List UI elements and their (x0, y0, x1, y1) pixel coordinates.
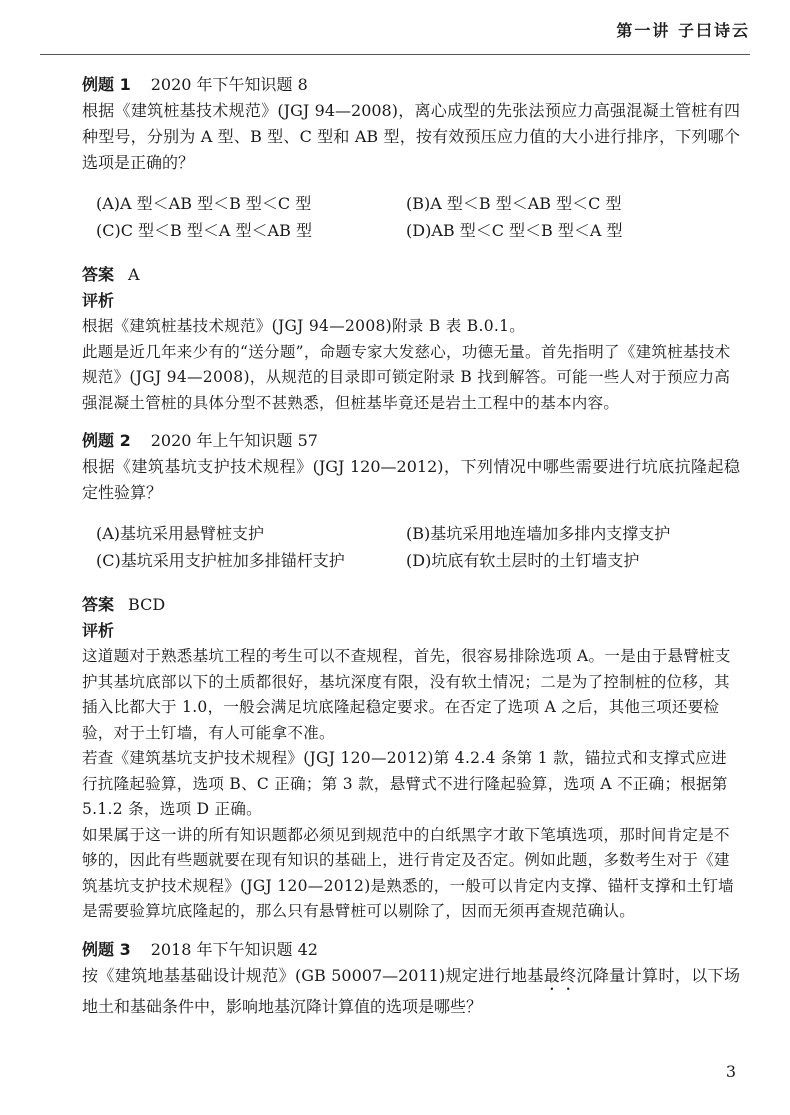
answer-value: BCD (128, 595, 166, 614)
page-number: 3 (725, 1062, 736, 1081)
example-3-question (82, 963, 740, 1020)
answer-value: A (128, 265, 140, 284)
answer-label: 答案 (82, 265, 115, 284)
header-rule (40, 54, 750, 55)
analysis-paragraph: 如果属于这一讲的所有知识题都必须见到规范中的白纸黑字才敢下笔填选项，那时间肯定是不够的，因此有些题就要在现有知识的基础上，进行肯定及否定。例如此题，多数考生对于《建筑基坑支护技术规程》(JGJ 120—2012)是熟悉的，一般可以肯定内支撑、锚杆支撑和土钉墙是需要验算坑底隆起的，那么只有悬臂桩可以剔除了，因而无须再查规范确认。 (82, 825, 734, 920)
example-source: 2020 年下午知识题 8 (150, 75, 308, 94)
option-d: (D)坑底有软土层时的土钉墙支护 (406, 551, 640, 570)
example-2-question: 根据《建筑基坑支护技术规程》(JGJ 120—2012)，下列情况中哪些需要进行坑底抗隆起稳定性验算？ (82, 457, 740, 502)
example-source: 2020 年上午知识题 57 (150, 431, 318, 450)
example-2-options (82, 520, 740, 574)
example-source: 2018 年下午知识题 42 (150, 939, 318, 959)
answer-label: 答案 (82, 595, 115, 614)
example-3-heading (82, 937, 740, 963)
option-d: (D)AB 型＜C 型＜B 型＜A 型 (406, 221, 623, 240)
example-1-options (82, 190, 740, 244)
option-b: (B)基坑采用地连墙加多排内支撑支护 (406, 524, 671, 543)
question-text: 沉降量计算时，以下场地土和基础条件中，影响地基沉降计算值的选项是哪些？ (82, 965, 740, 1016)
analysis-label: 评析 (82, 291, 115, 310)
running-header: 第一讲 子曰诗云 (616, 21, 750, 40)
option-c: (C)基坑采用支护桩加多排锚杆支护 (96, 551, 345, 570)
example-2-heading (82, 428, 740, 454)
example-1-question: 根据《建筑桩基技术规范》(JGJ 94—2008)，离心成型的先张法预应力高强混凝土管桩有四种型号，分别为 A 型、B 型、C 型和 AB 型，按有效预压应力值的大小进行排序，下列哪个选项是正确的？ (82, 101, 740, 172)
analysis-paragraph: 若查《建筑基坑支护技术规程》(JGJ 120—2012)第 4.2.4 条第 1 款，锚拉式和支撑式应进行抗隆起验算，选项 B、C 正确；第 3 款，悬臂式不进行隆起验算，选项 A 不正确；根据第 5.1.2 条，选项 D 正确。 (82, 749, 728, 818)
example-1-answer (82, 262, 740, 288)
analysis-label: 评析 (82, 621, 115, 640)
example-label: 例题 1 (82, 75, 131, 94)
option-a: (A)A 型＜AB 型＜B 型＜C 型 (96, 194, 312, 213)
analysis-paragraph: 此题是近几年来少有的“送分题”，命题专家大发慈心，功德无量。首先指明了《建筑桩基技术规范》(JGJ 94—2008)，从规范的目录即可锁定附录 B 找到解答。可能一些人对于预应力高强混凝土管桩的具体分型不甚熟悉，但桩基毕竟还是岩土工程中的基本内容。 (82, 342, 731, 412)
option-b: (B)A 型＜B 型＜AB 型＜C 型 (406, 194, 622, 213)
example-1-heading (82, 72, 740, 98)
page-content (82, 72, 740, 1020)
example-label: 例题 3 (82, 939, 131, 959)
analysis-paragraph: 根据《建筑桩基技术规范》(JGJ 94—2008)附录 B 表 B.0.1。 (82, 317, 526, 335)
option-c: (C)C 型＜B 型＜A 型＜AB 型 (96, 221, 312, 240)
analysis-paragraph: 这道题对于熟悉基坑工程的考生可以不查规程，首先，很容易排除选项 A。一是由于悬臂桩支护其基坑底部以下的土质都很好，基坑深度有限，没有软土情况；二是为了控制桩的位移，其插入比都大于 1.0，一般会满足坑底隆起稳定要求。在否定了选项 A 之后，其他三项还要检验，对于土钉墙，有人可能拿不准。 (82, 647, 731, 742)
emphasized-text: 最终 (543, 965, 577, 985)
example-label: 例题 2 (82, 431, 131, 450)
question-text: 按《建筑地基基础设计规范》(GB 50007—2011)规定进行地基 (82, 965, 544, 985)
example-2-answer (82, 592, 740, 618)
option-a: (A)基坑采用悬臂桩支护 (96, 524, 265, 543)
